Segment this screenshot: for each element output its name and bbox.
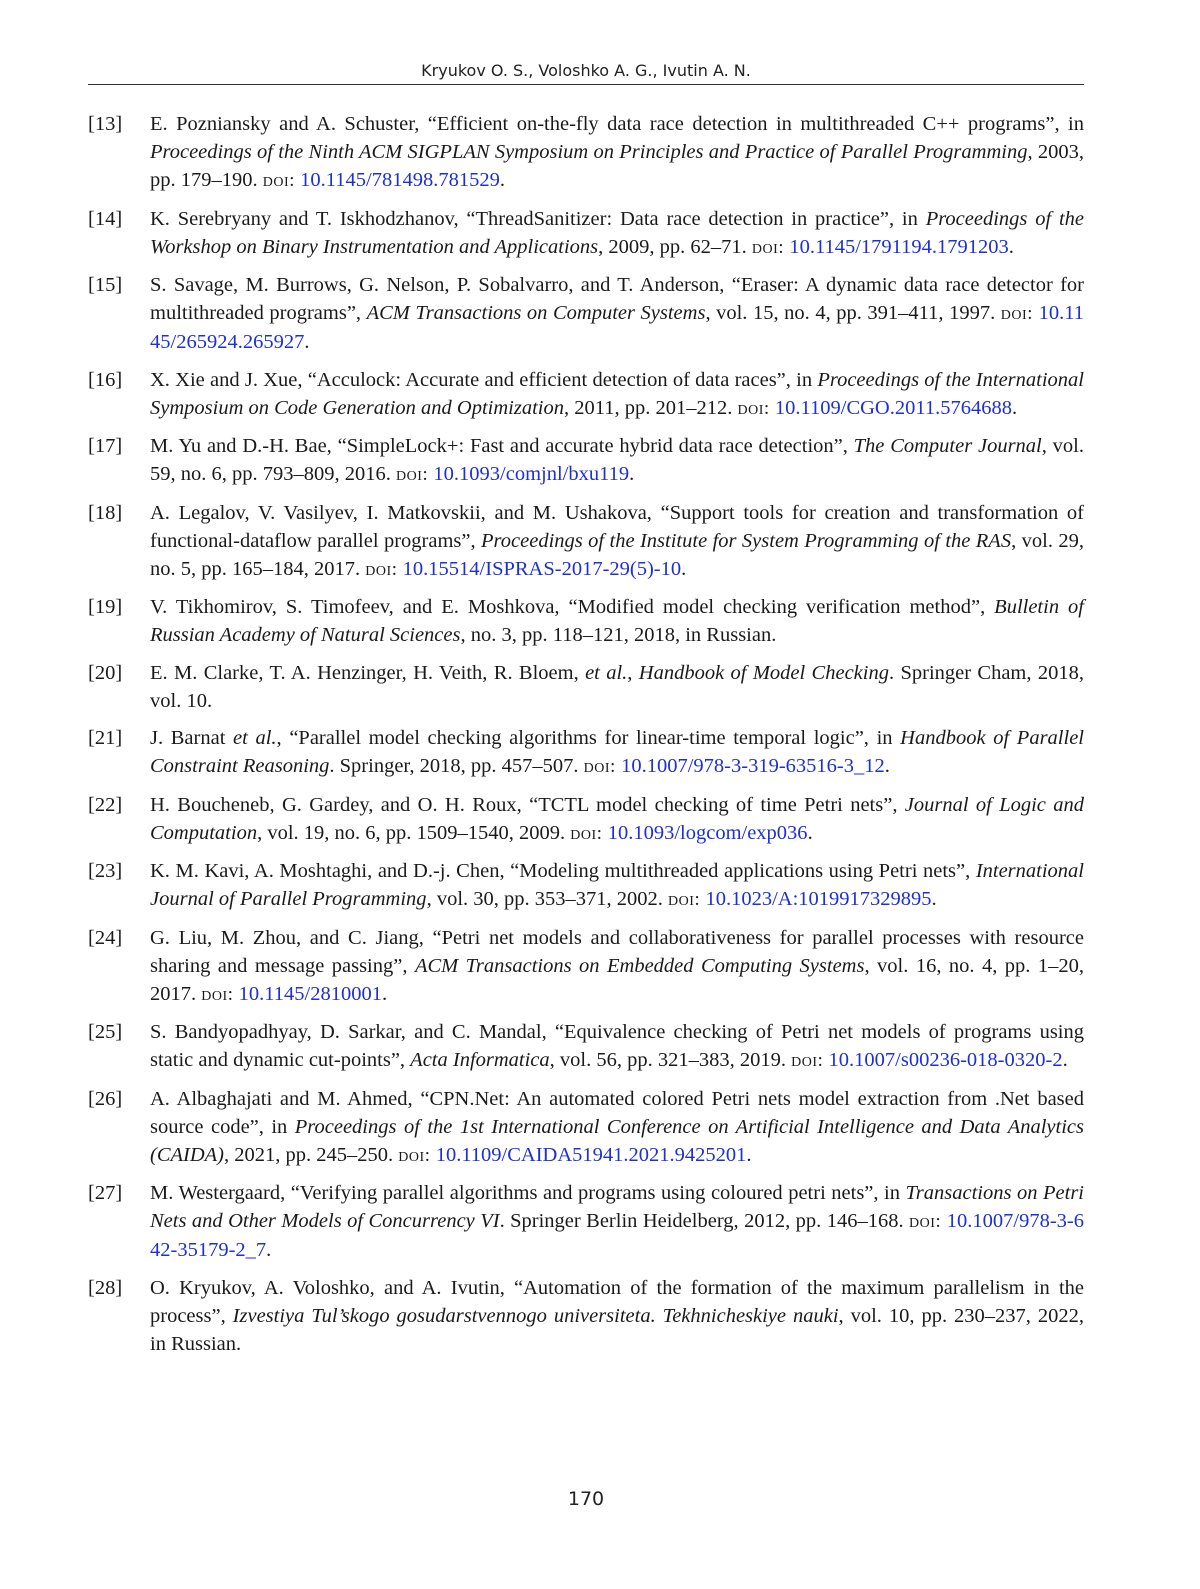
reference-item xyxy=(88,110,1084,195)
reference-title-italic: Bulletin of Russian Academy of Natural Sciences xyxy=(150,596,1084,646)
reference-title-italic: Proceedings of the Ninth ACM SIGPLAN Symposium on Principles and Practice of Parallel Programming xyxy=(150,141,1028,163)
doi-link[interactable]: 10.1109/CAIDA51941.2021.9425201 xyxy=(435,1143,747,1166)
reference-number: [19] xyxy=(88,596,123,618)
reference-title-italic: Proceedings of the International Symposium on Code Generation and Optimization xyxy=(150,368,1084,419)
reference-item xyxy=(88,366,1084,423)
reference-title-italic: International Journal of Parallel Programming xyxy=(150,860,1084,910)
reference-list xyxy=(88,110,1084,1367)
reference-text-segment: S. Bandyopadhyay, D. Sarkar, and C. Mandal, “Equivalence checking of Petri net models of programs using static and dynamic cut-points”, xyxy=(150,1021,1084,1071)
doi-link[interactable]: 10.1145/1791194.1791203 xyxy=(789,235,1009,258)
reference-item xyxy=(88,724,1084,781)
reference-text-segment: J. Barnat xyxy=(150,727,234,749)
reference-text: A. Legalov, V. Vasilyev, I. Matkovskii, and M. Ushakova, “Support tools for creation and transformation of functional-dataflow parallel programs”, Proceedings of the Institute for System Programming of the RAS, vol. 29, no. 5, pp. 165–184, 2017. doi: 10.15514/ISPRAS-2017-29(5)-10. xyxy=(150,501,1084,580)
doi-label: doi: xyxy=(791,1050,824,1071)
reference-title-italic: Proceedings of the Workshop on Binary Instrumentation and Applications xyxy=(150,207,1084,258)
reference-number: [16] xyxy=(88,368,123,391)
reference-text: G. Liu, M. Zhou, and C. Jiang, “Petri net models and collaborativeness for parallel processes with resource sharing and message passing”, ACM Transactions on Embedded Computing Systems, vol. 16, no. 4, pp. 1–20, 2017. doi: 10.1145/2810001. xyxy=(150,926,1085,1005)
doi-label: doi: xyxy=(751,236,785,258)
reference-text: K. Serebryany and T. Iskhodzhanov, “ThreadSanitizer: Data race detection in practice”, in Proceedings of the Workshop on Binary Instrumentation and Applications, 2009, pp. 62–71. doi: 10.1145/1791194.1791203. xyxy=(150,207,1084,258)
reference-item xyxy=(88,857,1084,914)
reference-title-italic: Transactions on Petri Nets and Other Models of Concurrency VI xyxy=(150,1182,1085,1232)
reference-text-segment: E. M. Clarke, T. A. Henzinger, H. Veith, R. Bloem, xyxy=(150,661,586,684)
doi-label: doi: xyxy=(668,889,701,910)
reference-text: K. M. Kavi, A. Moshtaghi, and D.-j. Chen, “Modeling multithreaded applications using Petri nets”, International Journal of Parallel Programming, vol. 30, pp. 353–371, 2002. doi: 10.1023/A:1019917329895. xyxy=(150,860,1084,910)
reference-text-segment: X. Xie and J. Xue, “Acculock: Accurate and efficient detection of data races”, in xyxy=(150,368,818,391)
reference-item xyxy=(88,205,1084,262)
reference-text-segment: , vol. 16, no. 4, pp. 1–20, 2017. xyxy=(150,954,1085,1005)
reference-item xyxy=(88,271,1084,356)
reference-text xyxy=(150,1274,1084,1358)
reference-number: [13] xyxy=(88,113,123,135)
reference-number: [27] xyxy=(88,1182,123,1204)
reference-text-segment: , vol. 59, no. 6, pp. 793–809, 2016. xyxy=(150,435,1084,485)
reference-item xyxy=(88,1274,1084,1358)
reference-number: [25] xyxy=(88,1021,123,1043)
reference-text-segment: . Springer Berlin Heidelberg, 2012, pp. 146–168. xyxy=(499,1210,910,1232)
reference-title-italic: et al. xyxy=(233,727,277,749)
reference-text xyxy=(150,593,1084,649)
reference-number: [21] xyxy=(88,727,123,749)
doi-label: doi: xyxy=(737,397,770,419)
reference-text-segment: , vol. 56, pp. 321–383, 2019. xyxy=(549,1049,792,1071)
doi-label: doi: xyxy=(1000,303,1034,324)
reference-text: E. Pozniansky and A. Schuster, “Efficient on-the-fly data race detection in multithreaded C++ programs”, in Proceedings of the Ninth ACM SIGPLAN Symposium on Principles and Practice of Parallel Programming, 2003, pp. 179–190. doi: 10.1145/781498.781529. xyxy=(150,113,1084,191)
doi-link[interactable]: 10.1145/265924.265927 xyxy=(150,302,1085,353)
reference-text-segment: , xyxy=(627,661,639,684)
doi-link[interactable]: 10.1109/CGO.2011.5764688 xyxy=(774,396,1012,419)
reference-text-segment: . Springer Cham, 2018, vol. 10. xyxy=(150,661,1084,712)
reference-text-segment: V. Tikhomirov, S. Timofeev, and E. Moshkova, “Modified model checking verification method”, xyxy=(150,596,995,618)
reference-text-segment: , “Parallel model checking algorithms for linear-time temporal logic”, in xyxy=(276,727,901,749)
reference-text-segment: , vol. 30, pp. 353–371, 2002. xyxy=(426,888,669,910)
reference-title-italic: The Computer Journal xyxy=(853,435,1042,457)
reference-number: [17] xyxy=(88,435,123,457)
reference-item xyxy=(88,499,1084,584)
reference-title-italic: ACM Transactions on Computer Systems xyxy=(366,302,706,324)
doi-label: doi: xyxy=(398,1144,431,1166)
reference-item xyxy=(88,1018,1084,1075)
reference-text-segment: M. Westergaard, “Verifying parallel algorithms and programs using coloured petri nets”, in xyxy=(150,1182,906,1204)
reference-text-segment: K. Serebryany and T. Iskhodzhanov, “ThreadSanitizer: Data race detection in practice”, in xyxy=(150,207,926,230)
reference-number: [14] xyxy=(88,207,123,230)
reference-number: [15] xyxy=(88,274,123,296)
doi-link[interactable]: 10.1023/A:1019917329895 xyxy=(705,888,932,910)
reference-number: [22] xyxy=(88,793,123,816)
reference-title-italic: Handbook of Parallel Constraint Reasoning xyxy=(150,727,1084,777)
doi-label: doi: xyxy=(396,464,429,485)
reference-number: [23] xyxy=(88,860,123,882)
reference-number: [20] xyxy=(88,661,123,684)
doi-label: doi: xyxy=(909,1211,942,1232)
reference-text-segment: , 2003, pp. 179–190. xyxy=(150,141,1084,191)
reference-text: H. Boucheneb, G. Gardey, and O. H. Roux, “TCTL model checking of time Petri nets”, Journal of Logic and Computation, vol. 19, no. 6, pp. 1509–1540, 2009. doi: 10.1093/logcom/exp036. xyxy=(150,793,1084,844)
reference-text: M. Westergaard, “Verifying parallel algorithms and programs using coloured petri nets”, in Transactions on Petri Nets and Other Models of Concurrency VI. Springer Berlin Heidelberg, 2012, pp. 146–168. doi: 10.1007/978-3-642-35179-2_7. xyxy=(150,1182,1085,1261)
reference-text-segment: , 2021, pp. 245–250. xyxy=(224,1143,399,1166)
reference-text-segment: O. Kryukov, A. Voloshko, and A. Ivutin, “Automation of the formation of the maximum parallelism in the process”, xyxy=(150,1276,1084,1327)
doi-link[interactable]: 10.1007/s00236-018-0320-2 xyxy=(828,1049,1063,1071)
header-rule xyxy=(88,84,1084,85)
reference-text-segment: A. Legalov, V. Vasilyev, I. Matkovskii, and M. Ushakova, “Support tools for creation and transformation of functional-dataflow parallel programs”, xyxy=(150,501,1084,552)
reference-item xyxy=(88,924,1084,1009)
doi-link[interactable]: 10.1145/781498.781529 xyxy=(300,169,500,191)
page-number: 170 xyxy=(567,1488,605,1510)
reference-number: [26] xyxy=(88,1087,123,1110)
doi-label: doi: xyxy=(262,170,296,191)
reference-text-segment: H. Boucheneb, G. Gardey, and O. H. Roux, “TCTL model checking of time Petri nets”, xyxy=(150,793,905,816)
reference-text: M. Yu and D.-H. Bae, “SimpleLock+: Fast and accurate hybrid data race detection”, The Computer Journal, vol. 59, no. 6, pp. 793–809, 2016. doi: 10.1093/comjnl/bxu119. xyxy=(150,435,1084,485)
reference-text-segment: E. Pozniansky and A. Schuster, “Efficient on-the-fly data race detection in multithreaded C++ programs”, in xyxy=(150,113,1084,135)
reference-item xyxy=(88,659,1084,715)
reference-text-segment: , no. 3, pp. 118–121, 2018, in Russian. xyxy=(460,624,777,646)
reference-text-segment: K. M. Kavi, A. Moshtaghi, and D.-j. Chen, “Modeling multithreaded applications using Petri nets”, xyxy=(150,860,976,882)
running-head: Kryukov O. S., Voloshko A. G., Ivutin A. N. xyxy=(421,61,751,80)
reference-number: [28] xyxy=(88,1276,123,1299)
reference-item xyxy=(88,432,1084,489)
reference-item xyxy=(88,791,1084,848)
reference-title-italic: Acta Informatica xyxy=(410,1049,550,1071)
reference-text: S. Bandyopadhyay, D. Sarkar, and C. Mandal, “Equivalence checking of Petri net models of programs using static and dynamic cut-points”, Acta Informatica, vol. 56, pp. 321–383, 2019. doi: 10.1007/s00236-018-0320-2. xyxy=(150,1021,1084,1071)
reference-item xyxy=(88,1085,1084,1170)
reference-title-italic: Journal of Logic and Computation xyxy=(150,793,1084,844)
reference-text-segment: , 2011, pp. 201–212. xyxy=(563,396,738,419)
reference-title-italic: Izvestiya Tul’skogo gosudarstvennogo universiteta. Tekhnicheskiye nauki xyxy=(232,1304,839,1327)
reference-text-segment: . Springer, 2018, pp. 457–507. xyxy=(329,755,584,777)
reference-text: A. Albaghajati and M. Ahmed, “CPN.Net: An automated colored Petri nets model extraction from .Net based source code”, in Proceedings of the 1st International Conference on Artificial Intelligence and Data Analytics (CAIDA), 2021, pp. 245–250. doi: 10.1109/CAIDA51941.2021.9425201. xyxy=(150,1087,1084,1166)
reference-text: X. Xie and J. Xue, “Acculock: Accurate and efficient detection of data races”, in Proceedings of the International Symposium on Code Generation and Optimization, 2011, pp. 201–212. doi: 10.1109/CGO.2011.5764688. xyxy=(150,368,1084,419)
reference-text-segment: A. Albaghajati and M. Ahmed, “CPN.Net: An automated colored Petri nets model extraction from .Net based source code”, in xyxy=(150,1087,1084,1138)
reference-item xyxy=(88,1179,1084,1264)
reference-text-segment: , 2009, pp. 62–71. xyxy=(598,235,752,258)
reference-text-segment: , vol. 10, pp. 230–237, 2022, in Russian. xyxy=(150,1304,1084,1355)
doi-link[interactable]: 10.15514/ISPRAS-2017-29(5)-10 xyxy=(402,557,682,580)
reference-title-italic: Handbook of Model Checking xyxy=(638,661,889,684)
doi-link[interactable]: 10.1145/2810001 xyxy=(238,982,382,1005)
reference-text: S. Savage, M. Burrows, G. Nelson, P. Sobalvarro, and T. Anderson, “Eraser: A dynamic data race detector for multithreaded programs”, ACM Transactions on Computer Systems, vol. 15, no. 4, pp. 391–411, 1997. doi: 10.1145/265924.265927. xyxy=(150,274,1085,353)
doi-link[interactable]: 10.1007/978-3-642-35179-2_7 xyxy=(150,1210,1084,1261)
reference-text-segment: S. Savage, M. Burrows, G. Nelson, P. Sobalvarro, and T. Anderson, “Eraser: A dynamic data race detector for multithreaded programs”, xyxy=(150,274,1084,324)
doi-link[interactable]: 10.1007/978-3-319-63516-3_12 xyxy=(621,755,885,777)
reference-text-segment: , vol. 29, no. 5, pp. 165–184, 2017. xyxy=(150,529,1084,580)
reference-text-segment: G. Liu, M. Zhou, and C. Jiang, “Petri net models and collaborativeness for parallel processes with resource sharing and message passing”, xyxy=(150,926,1084,977)
reference-text-segment: M. Yu and D.-H. Bae, “SimpleLock+: Fast and accurate hybrid data race detection”, xyxy=(150,435,854,457)
reference-text-segment: , vol. 15, no. 4, pp. 391–411, 1997. xyxy=(705,302,1001,324)
reference-number: [24] xyxy=(88,926,123,949)
doi-label: doi: xyxy=(365,558,398,580)
reference-text-segment: , vol. 19, no. 6, pp. 1509–1540, 2009. xyxy=(257,821,571,844)
doi-label: doi: xyxy=(583,756,616,777)
doi-link[interactable]: 10.1093/logcom/exp036 xyxy=(607,821,808,844)
reference-text: J. Barnat et al., “Parallel model checking algorithms for linear-time temporal logic”, in Handbook of Parallel Constraint Reasoning. Springer, 2018, pp. 457–507. doi: 10.1007/978-3-319-63516-3_12. xyxy=(150,727,1084,777)
doi-label: doi: xyxy=(201,983,234,1005)
doi-label: doi: xyxy=(570,822,603,844)
reference-title-italic: et al. xyxy=(585,661,628,684)
doi-link[interactable]: 10.1093/comjnl/bxu119 xyxy=(433,463,630,485)
reference-title-italic: ACM Transactions on Embedded Computing Systems xyxy=(414,954,865,977)
reference-item xyxy=(88,593,1084,649)
reference-title-italic: Proceedings of the 1st International Conference on Artificial Intelligence and Data Analytics (CAIDA) xyxy=(150,1115,1084,1166)
reference-text xyxy=(150,659,1084,715)
reference-title-italic: Proceedings of the Institute for System Programming of the RAS xyxy=(481,529,1012,552)
reference-number: [18] xyxy=(88,501,123,524)
